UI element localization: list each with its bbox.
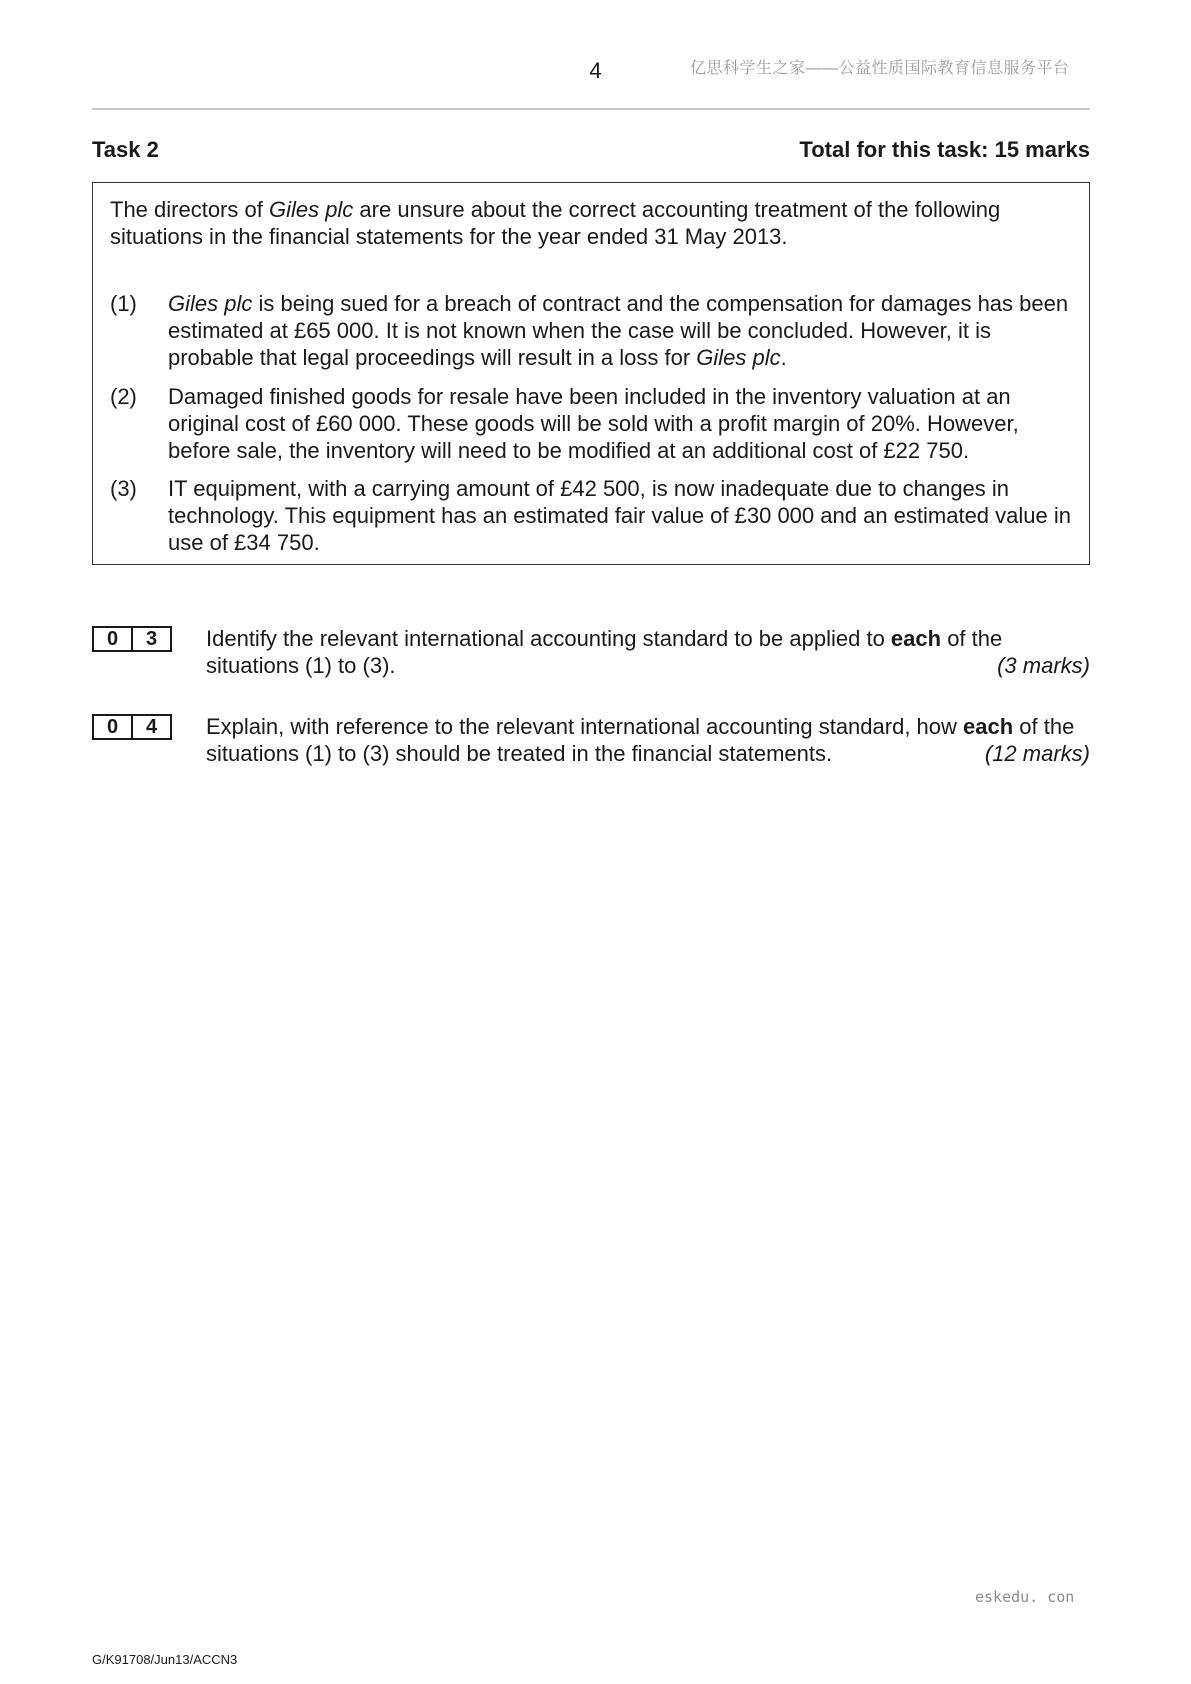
- question-digit: 0: [106, 716, 119, 738]
- situation-number: (3): [110, 476, 137, 501]
- scenario-box: [92, 182, 1090, 565]
- question-03: [206, 625, 1090, 679]
- question-04: [206, 713, 1090, 767]
- question-number-box-03: [92, 626, 172, 652]
- question-emphasis: each: [890, 626, 942, 651]
- situation-text: Damaged finished goods for resale have been included in the inventory valuation at an original cost of £60 000. These goods will be sold with a profit margin of 20%. However, before sale, the inventory will need to be modified at an additional cost of £22 750.: [168, 384, 1019, 463]
- footer-watermark: eskedu. con: [975, 1588, 1075, 1606]
- question-digit: 0: [106, 628, 119, 650]
- header-watermark: 亿思科学生之家——公益性质国际教育信息服务平台: [690, 60, 1070, 77]
- question-text: of the situations (1) to (3) should be treated in the financial statements.: [206, 714, 1075, 766]
- situation-text: IT equipment, with a carrying amount of £42 500, is now inadequate due to changes in technology. This equipment has an estimated fair value of £30 000 and an estimated value in use of £34 750.: [168, 476, 1071, 555]
- question-marks: (3 marks): [997, 653, 1090, 678]
- task-title: Task 2: [92, 137, 159, 162]
- situation-number: (2): [110, 384, 137, 409]
- situation-text-part: .: [780, 345, 787, 370]
- question-digit: 3: [131, 628, 170, 650]
- situation-text: [168, 290, 1080, 371]
- question-text: Identify the relevant international accounting standard to be applied to: [206, 626, 891, 651]
- situation-text-part: is being sued for a breach of contract and the compensation for damages has been estimated at £65 000. It is not known when the case will be concluded. However, it is probable that legal proceedings will result in a loss for: [168, 291, 1069, 370]
- question-number-box-04: [92, 714, 172, 740]
- scenario-intro: [110, 196, 1070, 250]
- question-marks: (12 marks): [984, 741, 1090, 766]
- company-name: Giles plc: [696, 345, 781, 370]
- task-total-marks: Total for this task: 15 marks: [799, 137, 1090, 162]
- intro-suffix: are unsure about the correct accounting treatment of the following situations in the financial statements for the year ended 31 May 2013.: [110, 197, 1001, 249]
- question-digit: 4: [131, 716, 170, 738]
- header-divider: [92, 108, 1090, 110]
- question-text: of the situations (1) to (3).: [206, 626, 1003, 678]
- intro-prefix: The directors of: [110, 197, 269, 222]
- page-number: 4: [589, 58, 602, 83]
- situation-number: (1): [110, 291, 137, 316]
- question-emphasis: each: [963, 714, 1014, 739]
- paper-code: G/K91708/Jun13/ACCN3: [92, 1652, 238, 1667]
- company-name: Giles plc: [168, 291, 253, 316]
- company-name: Giles plc: [268, 197, 354, 222]
- question-text: Explain, with reference to the relevant international accounting standard, how: [206, 714, 964, 739]
